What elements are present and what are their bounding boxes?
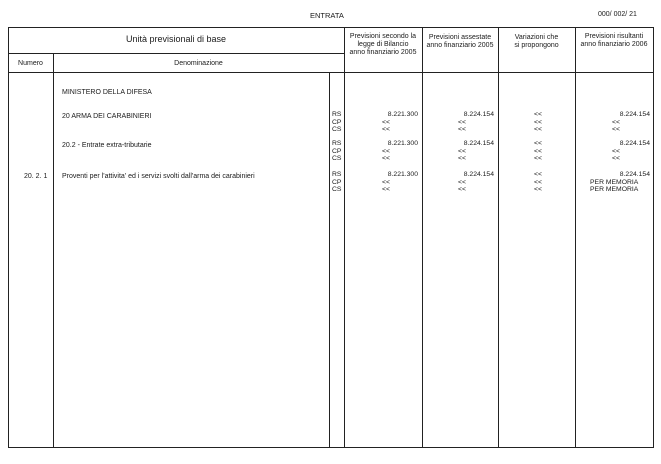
header-previsioni-legge: Previsioni secondo la legge di Bilancio anno finanziario 2005 bbox=[349, 33, 417, 56]
row-values-assestate: 8.224.154 << << bbox=[458, 171, 494, 193]
page-reference: 000/ 002/ 21 bbox=[598, 11, 637, 18]
row-numero: 20. 2. 1 bbox=[24, 173, 48, 180]
row-values-variazioni: << << << bbox=[534, 140, 542, 162]
row-values-assestate: 8.224.154 << << bbox=[458, 111, 494, 133]
row-values-risultanti: 8.224.154 << << bbox=[612, 140, 650, 162]
row-values-legge: 8.221.300 << << bbox=[382, 140, 418, 162]
row-codes: RS CP CS bbox=[332, 111, 342, 133]
row-codes: RS CP CS bbox=[332, 140, 342, 162]
row-values-risultanti: 8.224.154 << << bbox=[612, 111, 650, 133]
row-values-assestate: 8.224.154 << << bbox=[458, 140, 494, 162]
header-variazioni: Variazioni che si propongono bbox=[514, 34, 559, 49]
row-denominazione: 20.2 - Entrate extra-tributarie bbox=[62, 142, 152, 149]
section-title: ENTRATA bbox=[310, 11, 344, 20]
header-previsioni-assestate: Previsioni assestate anno finanziario 2005 bbox=[426, 34, 494, 49]
header-previsioni-risultanti: Previsioni risultanti anno finanziario 2006 bbox=[580, 33, 648, 48]
row-denominazione: Proventi per l'attivita' ed i servizi svolti dall'arma dei carabinieri bbox=[62, 173, 255, 180]
row-values-variazioni: << << << bbox=[534, 111, 542, 133]
row-values-legge: 8.221.300 << << bbox=[382, 171, 418, 193]
row-denominazione: 20 ARMA DEI CARABINIERI bbox=[62, 113, 152, 120]
row-values-risultanti: 8.224.154 PER MEMORIA PER MEMORIA bbox=[590, 171, 650, 193]
group-title: Unità previsionali di base bbox=[125, 34, 227, 44]
header-numero: Numero bbox=[18, 60, 43, 67]
row-codes: RS CP CS bbox=[332, 171, 342, 193]
row-values-variazioni: << << << bbox=[534, 171, 542, 193]
row-values-legge: 8.221.300 << << bbox=[382, 111, 418, 133]
header-denominazione: Denominazione bbox=[174, 60, 223, 67]
ministry-label: MINISTERO DELLA DIFESA bbox=[62, 89, 152, 96]
